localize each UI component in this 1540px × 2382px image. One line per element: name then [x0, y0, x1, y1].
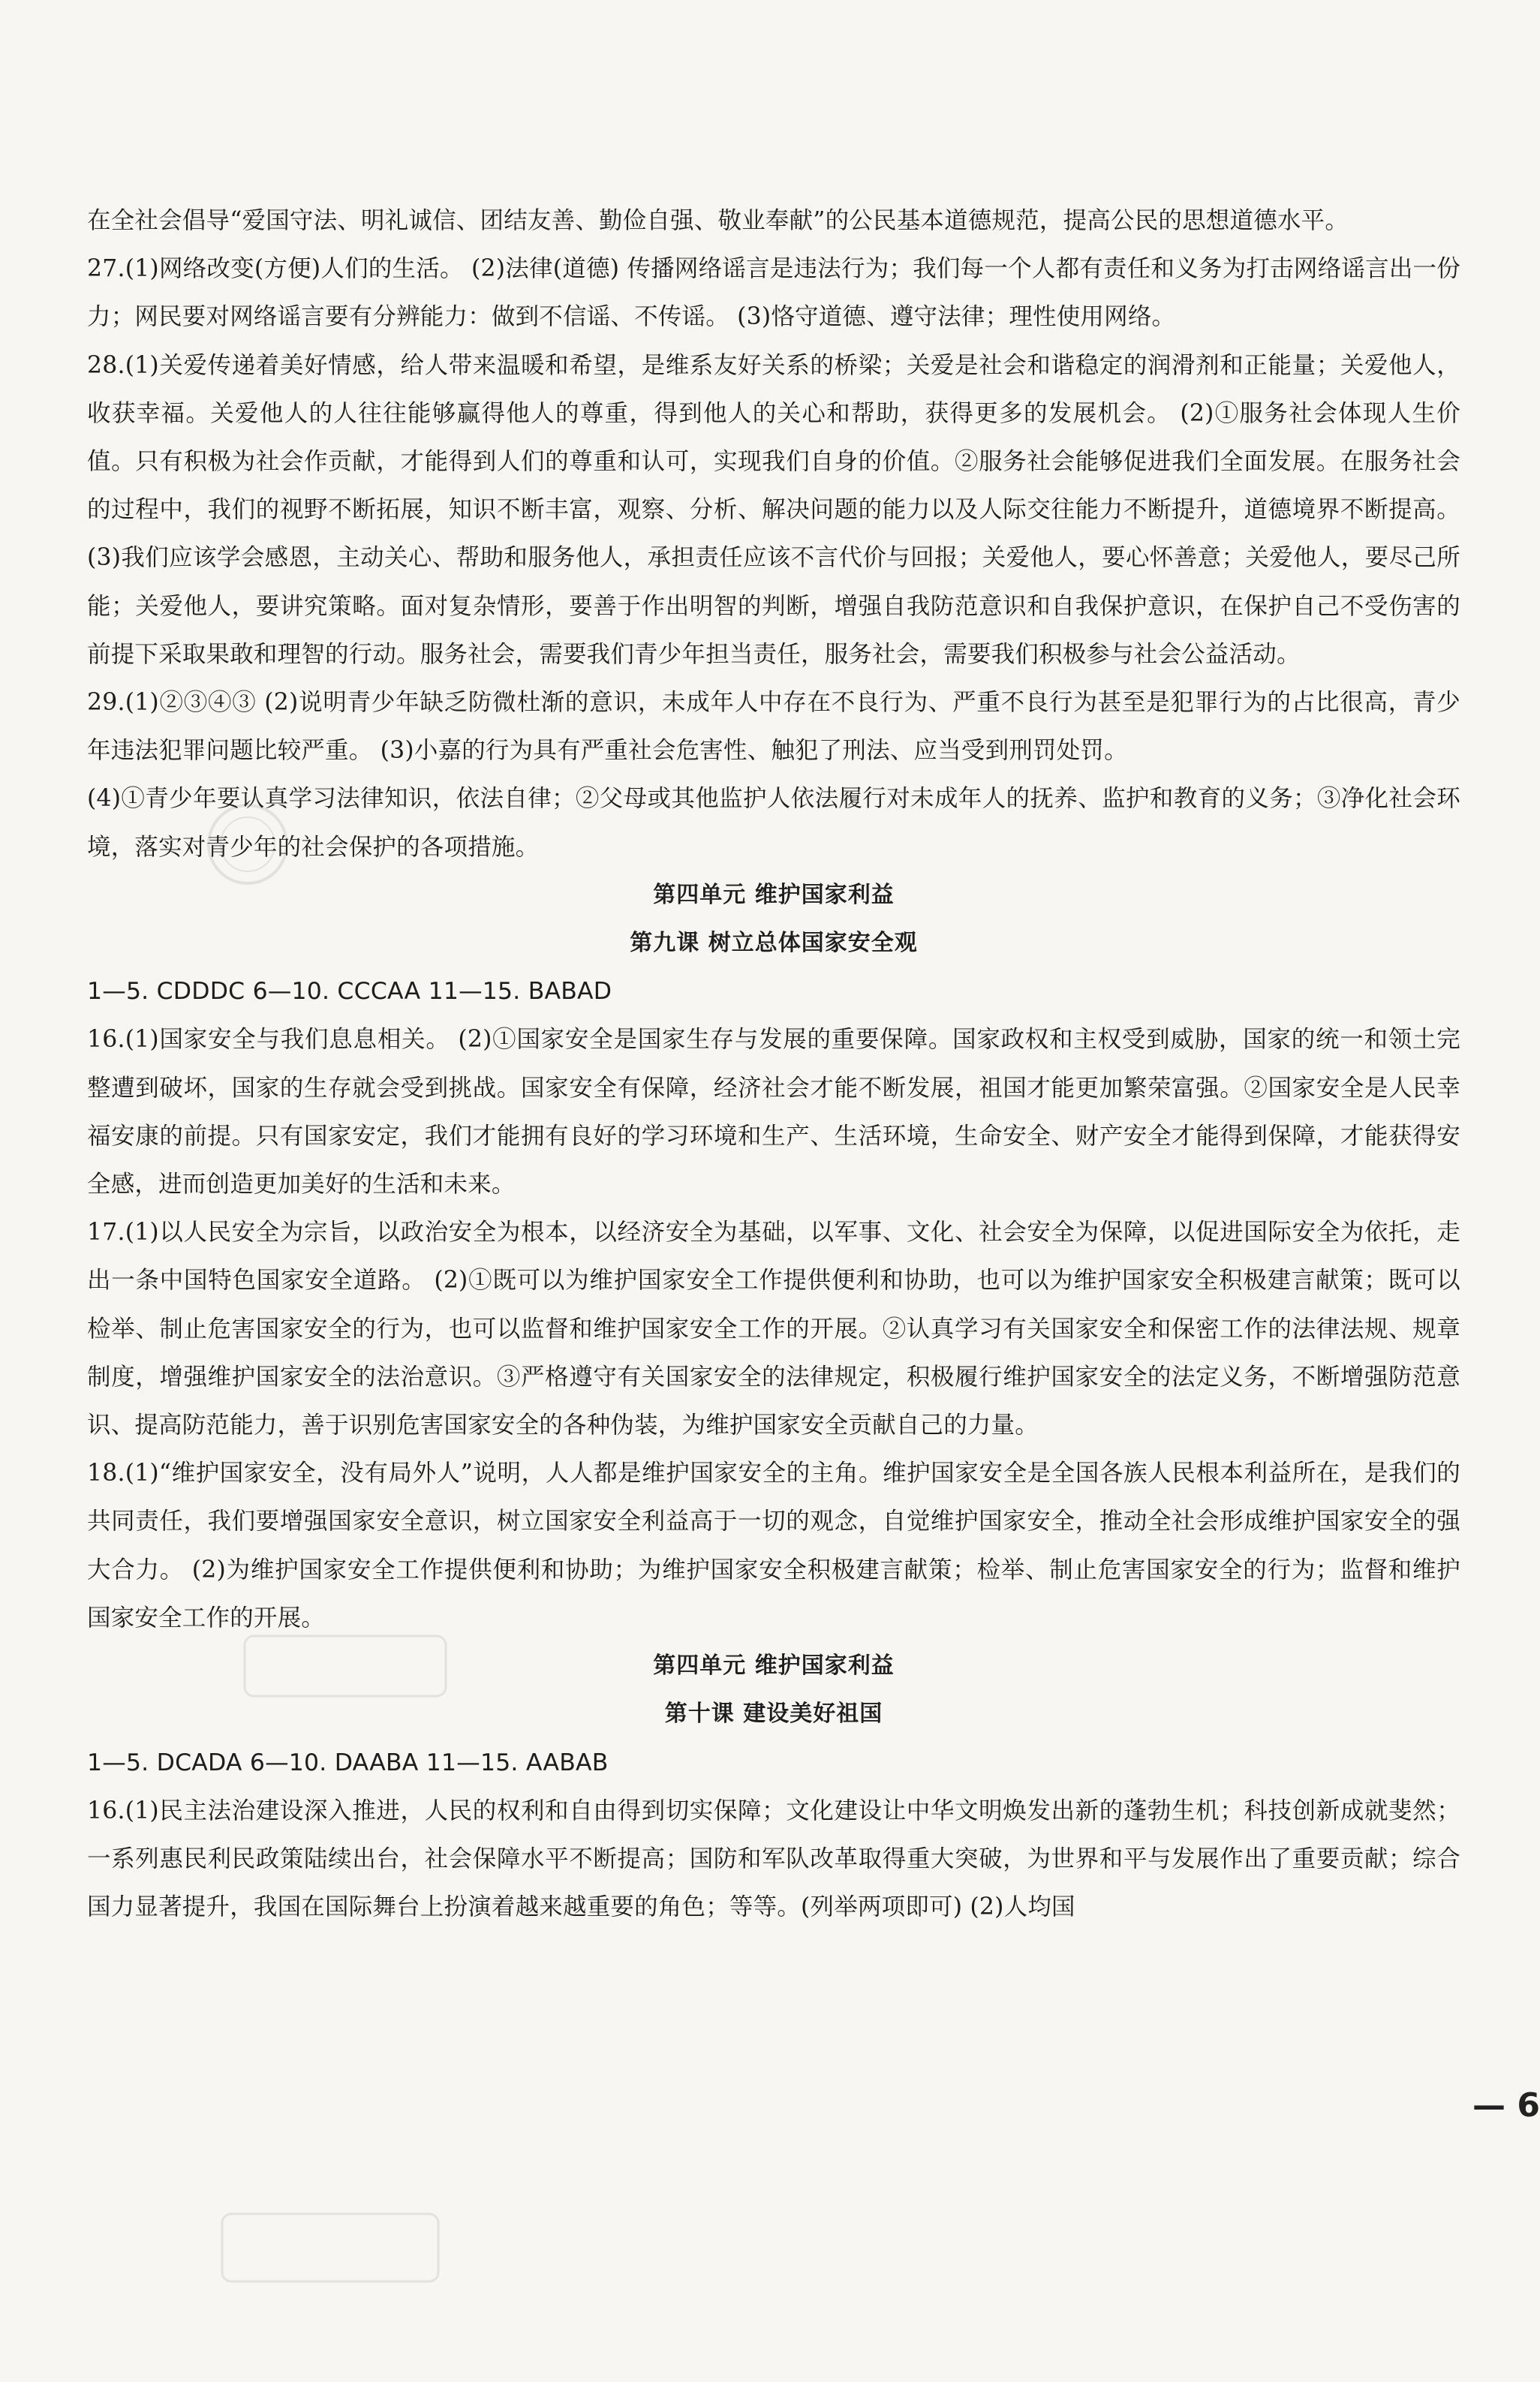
answer-27: 27.(1)网络改变(方便)人们的生活。 (2)法律(道德) 传播网络谣言是违法行为；我们每一个人都有责任和义务为打击网络谣言出一份力；网民要对网络谣言要有分辨能力：做到不信谣、不传谣。 (3)恪守道德、遵守法律；理性使用网络。: [87, 255, 1460, 331]
answer-29-part4: (4)①青少年要认真学习法律知识，依法自律；②父母或其他监护人依法履行对未成年人的抚养、监护和教育的义务；③净化社会环境，落实对青少年的社会保护的各项措施。: [87, 785, 1460, 861]
lesson-title: 第九课 树立总体国家安全观: [630, 930, 918, 957]
answer-29: 29.(1)②③④③ (2)说明青少年缺乏防微杜渐的意识，未成年人中存在不良行为、严重不良行为甚至是犯罪行为的占比很高，青少年违法犯罪问题比较严重。 (3)小嘉的行为具有严重社会危害性、触犯了刑法、应当受到刑罚处罚。: [87, 689, 1460, 765]
answer-16: 16.(1)民主法治建设深入推进，人民的权利和自由得到切实保障；文化建设让中华文明焕发出新的蓬勃生机；科技创新成就斐然；一系列惠民利民政策陆续出台，社会保障水平不断提高；国防和军队改革取得重大突破，为世界和平与发展作出了重要贡献；综合国力显著提升，我国在国际舞台上扮演着越来越重要的角色；等等。(列举两项即可) (2)人均国: [87, 1797, 1460, 1921]
choice-answers: 1—5. CDDDC 6—10. CCCAA 11—15. BABAD: [87, 978, 612, 1006]
document-body: [87, 197, 1460, 1931]
unit-title: 第四单元 维护国家利益: [653, 881, 895, 908]
watermark-stamp-icon: [218, 2206, 443, 2289]
unit-title: 第四单元 维护国家利益: [653, 1653, 895, 1680]
answer-18: 18.(1)“维护国家安全，没有局外人”说明，人人都是维护国家安全的主角。维护国家安全是全国各族人民根本利益所在，是我们的共同责任，我们要增强国家安全意识，树立国家安全利益高于一切的观念，自觉维护国家安全，推动全社会形成维护国家安全的强大合力。 (2)为维护国家安全工作提供便利和协助；为维护国家安全积极建言献策；检举、制止危害国家安全的行为；监督和维护国家安全工作的开展。: [87, 1460, 1460, 1632]
answer-16: 16.(1)国家安全与我们息息相关。 (2)①国家安全是国家生存与发展的重要保障。国家政权和主权受到威胁，国家的统一和领土完整遭到破坏，国家的生存就会受到挑战。国家安全有保障，经济社会才能不断发展，祖国才能更加繁荣富强。②国家安全是人民幸福安康的前提。只有国家安定，我们才能拥有良好的学习环境和生产、生活环境，生命安全、财产安全才能得到保障，才能获得安全感，进而创造更加美好的生活和未来。: [87, 1026, 1460, 1199]
answer-17: 17.(1)以人民安全为宗旨，以政治安全为根本，以经济安全为基础，以军事、文化、社会安全为保障，以促进国际安全为依托，走出一条中国特色国家安全道路。 (2)①既可以为维护国家安全工作提供便利和协助，也可以为维护国家安全积极建言献策；既可以检举、制止危害国家安全的行为，也可以监督和维护国家安全工作的开展。②认真学习有关国家安全和保密工作的法律法规、规章制度，增强维护国家安全的法治意识。③严格遵守有关国家安全的法律规定，积极履行维护国家安全的法定义务，不断增强防范意识、提高防范能力，善于识别危害国家安全的各种伪装，为维护国家安全贡献自己的力量。: [87, 1219, 1460, 1439]
paragraph: 在全社会倡导“爱国守法、明礼诚信、团结友善、勤俭自强、敬业奉献”的公民基本道德规范，提高公民的思想道德水平。: [87, 207, 1349, 234]
lesson-title: 第十课 建设美好祖国: [664, 1701, 883, 1728]
page-number: — 6: [1472, 2086, 1540, 2125]
answer-28: 28.(1)关爱传递着美好情感，给人带来温暖和希望，是维系友好关系的桥梁；关爱是社会和谐稳定的润滑剂和正能量；关爱他人，收获幸福。关爱他人的人往往能够赢得他人的尊重，得到他人的关心和帮助，获得更多的发展机会。 (2)①服务社会体现人生价值。只有积极为社会作贡献，才能得到人们的尊重和认可，实现我们自身的价值。②服务社会能够促进我们全面发展。在服务社会的过程中，我们的视野不断拓展，知识不断丰富，观察、分析、解决问题的能力以及人际交往能力不断提升，道德境界不断提高。 (3)我们应该学会感恩，主动关心、帮助和服务他人，承担责任应该不言代价与回报；关爱他人，要心怀善意；关爱他人，要尽己所能；关爱他人，要讲究策略。面对复杂情形，要善于作出明智的判断，增强自我防范意识和自我保护意识，在保护自己不受伤害的前提下采取果敢和理智的行动。服务社会，需要我们青少年担当责任，服务社会，需要我们积极参与社会公益活动。: [87, 351, 1460, 668]
choice-answers: 1—5. DCADA 6—10. DAABA 11—15. AABAB: [87, 1749, 609, 1776]
